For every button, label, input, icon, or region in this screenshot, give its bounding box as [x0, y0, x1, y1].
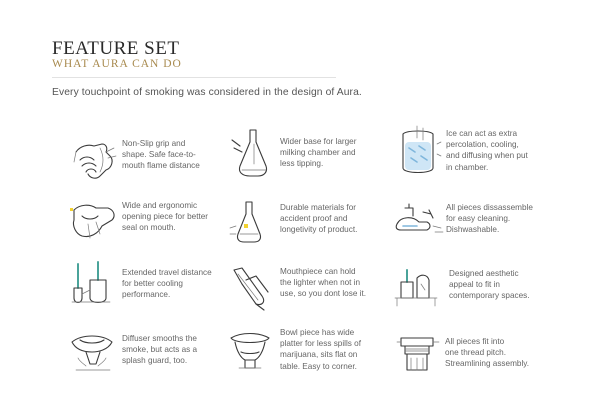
feature-text: Wider base for larger milking chamber and less tipping.: [280, 137, 357, 169]
feature-text: Durable materials for accident proof and longetivity of product.: [280, 203, 358, 235]
thread-pitch-sketch-icon: [393, 330, 449, 386]
disassembly-sketch-icon: [393, 194, 449, 250]
feature-text: Extended travel distance for better cooling performance.: [122, 268, 212, 300]
feature-text: Wide and ergonomic opening piece for better seal on mouth.: [122, 201, 209, 233]
mouthpiece-sketch-icon: [68, 194, 124, 250]
feature-text: Non-Slip grip and shape. Safe face-to- mouth flame distance: [122, 139, 200, 171]
feature-disassemble: [393, 194, 593, 258]
page-subtitle: WHAT AURA CAN DO: [52, 58, 182, 70]
feature-text: All pieces dissassemble for easy cleaning. Dishwashable.: [446, 203, 533, 235]
page-title: FEATURE SET: [52, 38, 180, 59]
feature-text: Mouthpiece can hold the lighter when not in use, so you dont lose it.: [280, 267, 367, 299]
durable-material-sketch-icon: [228, 194, 284, 250]
feature-text: Designed aesthetic appeal to fit in contemporary spaces.: [449, 269, 530, 301]
feature-text: Bowl piece has wide platter for less spills of marijuana, sits flat on table. Easy to corner.: [280, 328, 361, 371]
travel-distance-sketch-icon: [68, 258, 124, 314]
intro-text: Every touchpoint of smoking was considered in the design of Aura.: [52, 87, 362, 98]
ice-chamber-sketch-icon: [393, 124, 449, 180]
lighter-holder-sketch-icon: [228, 262, 284, 318]
hand-grip-sketch-icon: [70, 132, 126, 188]
header-divider: [52, 77, 336, 78]
wide-base-sketch-icon: [228, 126, 284, 182]
feature-text: All pieces fit into one thread pitch. Streamlining assembly.: [445, 337, 530, 369]
feature-text: Diffuser smooths the smoke, but acts as a splash guard, too.: [122, 334, 198, 366]
feature-thread-pitch: [393, 330, 593, 394]
feature-ice-chamber: [393, 124, 593, 188]
feature-contemporary-spaces: [393, 262, 593, 326]
feature-text: Ice can act as extra percolation, cooling, and diffusing when put in chamber.: [446, 129, 528, 172]
diffuser-sketch-icon: [68, 328, 124, 384]
bowl-piece-sketch-icon: [225, 328, 281, 384]
contemporary-spaces-sketch-icon: [393, 262, 449, 318]
